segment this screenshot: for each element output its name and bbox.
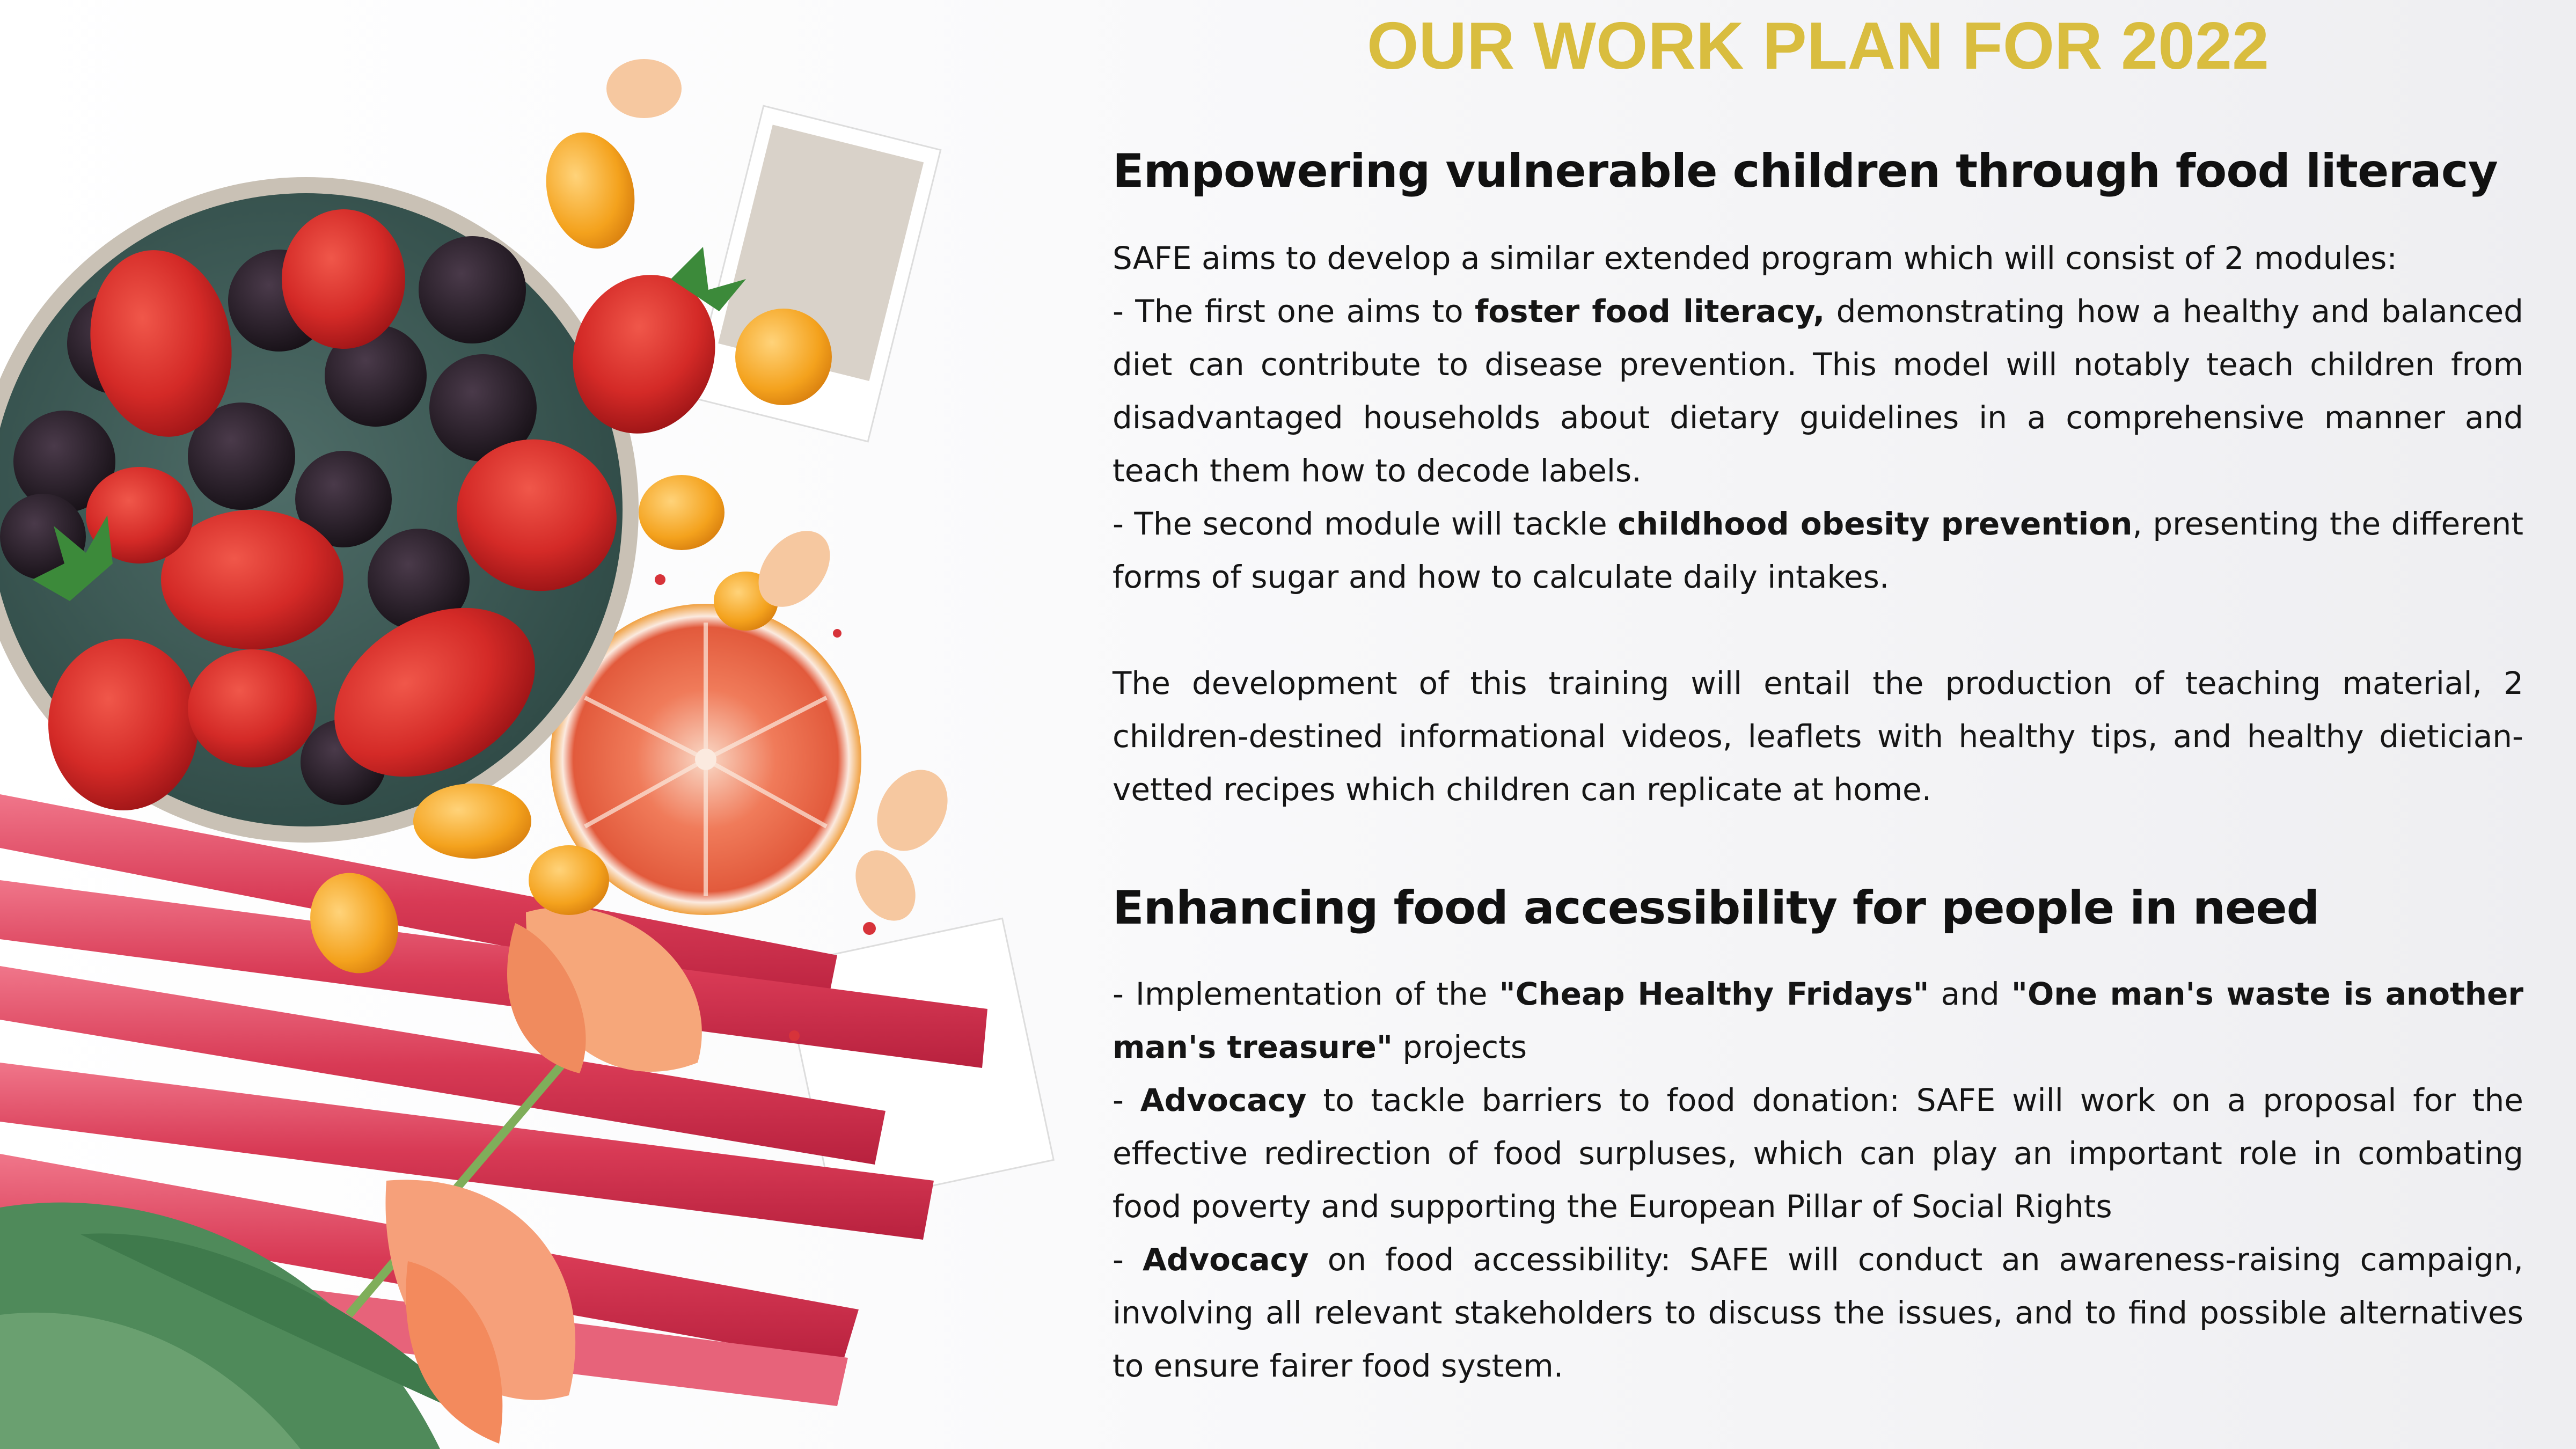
bullet3-text: on food accessibility: SAFE will conduct an awareness-raising campaign, involving all relevant stakeholders to discuss the issues, and to find possible alternatives to ensure fairer food system. <box>1113 1241 2523 1384</box>
page-title: OUR WORK PLAN FOR 2022 <box>1366 9 2270 83</box>
bullet1-and: and <box>1929 976 2011 1012</box>
bullet-advocacy-accessibility <box>1113 1233 2523 1393</box>
section-food-accessibility <box>1113 879 2523 938</box>
module1-bold: foster food literacy, <box>1474 293 1825 330</box>
fruit-photo <box>0 0 1063 1449</box>
bullet3-prefix: - <box>1113 1241 1143 1278</box>
bullet2-text: to tackle barriers to food donation: SAFE will work on a proposal for the effective redirection of food surpluses, which can play an important role in combating food poverty and supporting the European Pillar of Social Rights <box>1113 1082 2523 1225</box>
section1-heading: Empowering vulnerable children through food literacy <box>1113 144 2498 198</box>
bullet2-bold: Advocacy <box>1140 1082 1307 1118</box>
bullet-advocacy-donation <box>1113 1074 2523 1233</box>
section1-body <box>1113 232 2523 816</box>
module2-bold: childhood obesity prevention <box>1618 506 2133 542</box>
bullet1-prefix: - Implementation of the <box>1113 976 1499 1012</box>
bullet3-bold: Advocacy <box>1142 1241 1309 1278</box>
bullet-projects <box>1113 968 2523 1074</box>
bullet1-suffix: projects <box>1393 1029 1527 1065</box>
bullet1-project1: "Cheap Healthy Fridays" <box>1499 976 1929 1012</box>
module1-item <box>1113 285 2523 497</box>
bullet2-prefix: - <box>1113 1082 1140 1118</box>
bullet1-project2: "One man's waste is another man's treasure" <box>1113 976 2523 1065</box>
module2-text: , presenting the different forms of sugar and how to calculate daily intakes. <box>1113 506 2523 595</box>
section-food-literacy <box>1113 142 2523 201</box>
module1-text: demonstrating how a healthy and balanced diet can contribute to disease prevention. This model will notably teach children from disadvantaged households about dietary guidelines in a comprehensive manner and teach them how to decode labels. <box>1113 293 2523 489</box>
development-paragraph: The development of this training will entail the production of teaching material, 2 children-destined informational videos, leaflets with healthy tips, and healthy dietician-vetted recipes which children can replicate at home. <box>1113 665 2523 808</box>
section2-heading: Enhancing food accessibility for people in need <box>1113 881 2319 935</box>
section1-intro: SAFE aims to develop a similar extended program which will consist of 2 modules: <box>1113 240 2397 276</box>
module2-item <box>1113 497 2523 604</box>
section2-body <box>1113 968 2523 1393</box>
module2-prefix: - The second module will tackle <box>1113 506 1618 542</box>
module1-prefix: - The first one aims to <box>1113 293 1475 330</box>
